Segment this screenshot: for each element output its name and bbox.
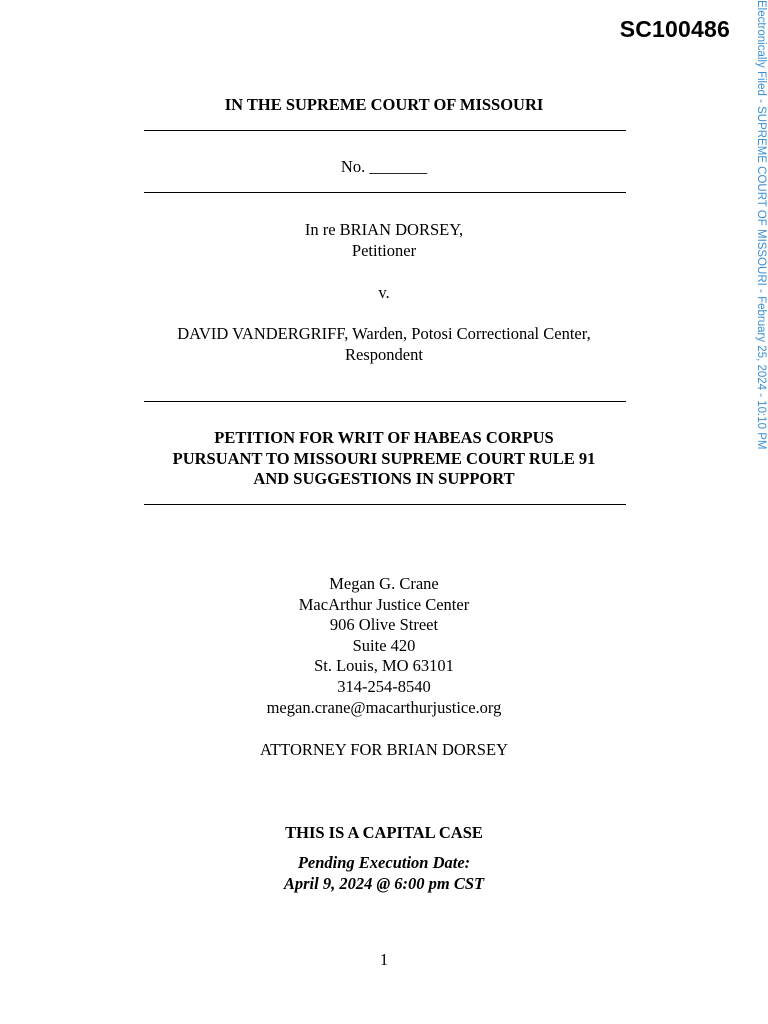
efile-stamp: Electronically Filed - SUPREME COURT OF MISSOURI - February 25, 2024 - 10:10 PM xyxy=(755,0,767,450)
respondent-role: Respondent xyxy=(345,345,423,364)
attorney-street: 906 Olive Street xyxy=(329,615,439,634)
court-name: IN THE SUPREME COURT OF MISSOURI xyxy=(224,95,544,114)
petitioner-name: In re BRIAN DORSEY, xyxy=(304,220,464,239)
page-number: 1 xyxy=(379,950,389,969)
divider xyxy=(144,504,626,505)
case-number: SC100486 xyxy=(619,16,730,42)
execution-label: Pending Execution Date: xyxy=(297,853,471,872)
capital-case-notice: THIS IS A CAPITAL CASE xyxy=(285,823,483,842)
document-title-line-2: PURSUANT TO MISSOURI SUPREME COURT RULE 91 xyxy=(172,449,596,468)
divider xyxy=(144,401,626,402)
petitioner-role: Petitioner xyxy=(351,241,417,260)
document-title-line-3: AND SUGGESTIONS IN SUPPORT xyxy=(253,469,515,488)
versus: v. xyxy=(378,283,390,302)
respondent-name: DAVID VANDERGRIFF, Warden, Potosi Correctional Center, xyxy=(177,324,591,343)
attorney-organization: MacArthur Justice Center xyxy=(298,595,470,614)
attorney-name: Megan G. Crane xyxy=(329,574,439,593)
divider xyxy=(144,192,626,193)
attorney-designation: ATTORNEY FOR BRIAN DORSEY xyxy=(260,740,508,759)
docket-number: No. _______ xyxy=(340,157,428,176)
attorney-email: megan.crane@macarthurjustice.org xyxy=(266,698,502,717)
execution-date: April 9, 2024 @ 6:00 pm CST xyxy=(283,874,485,893)
divider xyxy=(144,130,626,131)
attorney-phone: 314-254-8540 xyxy=(337,677,431,696)
attorney-city: St. Louis, MO 63101 xyxy=(314,656,454,675)
attorney-suite: Suite 420 xyxy=(352,636,416,655)
document-title-line-1: PETITION FOR WRIT OF HABEAS CORPUS xyxy=(214,428,554,447)
